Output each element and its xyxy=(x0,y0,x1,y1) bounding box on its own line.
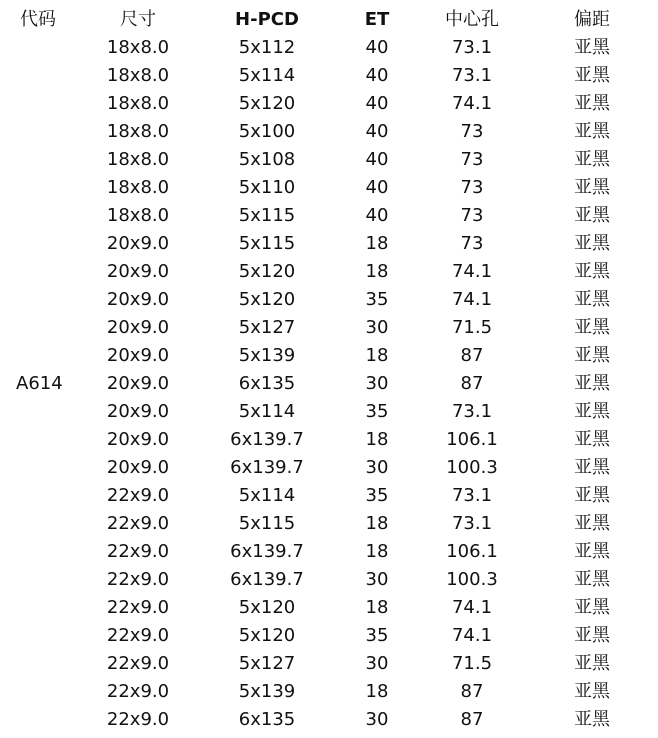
cell-finish: 亚黑 xyxy=(574,149,610,170)
header-code: 代码 xyxy=(20,9,56,30)
cell-size: 22x9.0 xyxy=(106,597,170,618)
cell-hub: 73 xyxy=(460,149,484,170)
cell-size: 18x8.0 xyxy=(106,205,170,226)
cell-hub: 71.5 xyxy=(451,653,493,674)
cell-et: 18 xyxy=(365,597,389,618)
table-row xyxy=(0,286,658,314)
cell-size: 18x8.0 xyxy=(106,93,170,114)
cell-size: 22x9.0 xyxy=(106,681,170,702)
cell-pcd: 5x110 xyxy=(238,177,296,198)
cell-et: 35 xyxy=(365,485,389,506)
cell-hub: 73.1 xyxy=(451,37,493,58)
table-row xyxy=(0,34,658,62)
cell-finish: 亚黑 xyxy=(574,457,610,478)
cell-size: 18x8.0 xyxy=(106,149,170,170)
cell-hub: 87 xyxy=(460,709,484,730)
cell-code xyxy=(0,62,78,90)
cell-et: 30 xyxy=(365,653,389,674)
cell-code xyxy=(0,622,78,650)
cell-hub: 74.1 xyxy=(451,93,493,114)
cell-hub: 73 xyxy=(460,177,484,198)
cell-size: 20x9.0 xyxy=(106,261,170,282)
cell-et: 40 xyxy=(365,205,389,226)
cell-code xyxy=(0,34,78,62)
header-row xyxy=(0,6,658,34)
cell-hub: 73 xyxy=(460,233,484,254)
cell-finish: 亚黑 xyxy=(574,317,610,338)
cell-finish: 亚黑 xyxy=(574,205,610,226)
cell-size: 18x8.0 xyxy=(106,177,170,198)
cell-et: 30 xyxy=(365,569,389,590)
cell-pcd: 6x139.7 xyxy=(230,457,304,478)
header-size: 尺寸 xyxy=(120,9,156,30)
cell-et: 40 xyxy=(365,93,389,114)
cell-pcd: 6x139.7 xyxy=(230,541,304,562)
cell-code xyxy=(0,706,78,734)
table-row xyxy=(0,594,658,622)
cell-size: 20x9.0 xyxy=(106,429,170,450)
table-header xyxy=(0,6,658,34)
cell-code xyxy=(0,678,78,706)
cell-et: 30 xyxy=(365,373,389,394)
cell-hub: 73.1 xyxy=(451,65,493,86)
table-row xyxy=(0,398,658,426)
cell-finish: 亚黑 xyxy=(574,541,610,562)
cell-hub: 74.1 xyxy=(451,625,493,646)
cell-size: 18x8.0 xyxy=(106,121,170,142)
cell-size: 18x8.0 xyxy=(106,37,170,58)
cell-hub: 87 xyxy=(460,373,484,394)
header-pcd: H-PCD xyxy=(235,9,299,30)
table-row xyxy=(0,202,658,230)
cell-size: 20x9.0 xyxy=(106,289,170,310)
cell-hub: 73 xyxy=(460,121,484,142)
cell-hub: 100.3 xyxy=(446,569,498,590)
cell-et: 40 xyxy=(365,37,389,58)
cell-size: 22x9.0 xyxy=(106,625,170,646)
cell-finish: 亚黑 xyxy=(574,345,610,366)
cell-code xyxy=(0,454,78,482)
cell-hub: 73 xyxy=(460,205,484,226)
cell-finish: 亚黑 xyxy=(574,373,610,394)
cell-size: 22x9.0 xyxy=(106,709,170,730)
table-row xyxy=(0,174,658,202)
cell-code xyxy=(0,174,78,202)
cell-finish: 亚黑 xyxy=(574,485,610,506)
cell-size: 22x9.0 xyxy=(106,541,170,562)
table-row xyxy=(0,314,658,342)
cell-finish: 亚黑 xyxy=(574,233,610,254)
cell-finish: 亚黑 xyxy=(574,261,610,282)
table-row xyxy=(0,426,658,454)
cell-size: 22x9.0 xyxy=(106,513,170,534)
cell-hub: 100.3 xyxy=(446,457,498,478)
cell-et: 35 xyxy=(365,289,389,310)
cell-finish: 亚黑 xyxy=(574,625,610,646)
cell-finish: 亚黑 xyxy=(574,653,610,674)
cell-hub: 74.1 xyxy=(451,289,493,310)
cell-pcd: 6x139.7 xyxy=(230,569,304,590)
cell-et: 35 xyxy=(365,401,389,422)
cell-size: 22x9.0 xyxy=(106,569,170,590)
table-row xyxy=(0,538,658,566)
cell-size: 20x9.0 xyxy=(106,457,170,478)
cell-pcd: 6x135 xyxy=(238,373,296,394)
cell-finish: 亚黑 xyxy=(574,681,610,702)
cell-pcd: 5x115 xyxy=(238,513,296,534)
header-et: ET xyxy=(364,9,390,30)
cell-code xyxy=(0,426,78,454)
cell-et: 40 xyxy=(365,65,389,86)
cell-code xyxy=(0,146,78,174)
table-row xyxy=(0,118,658,146)
cell-size: 20x9.0 xyxy=(106,373,170,394)
table-body xyxy=(0,34,658,734)
cell-pcd: 6x135 xyxy=(238,709,296,730)
cell-et: 40 xyxy=(365,177,389,198)
cell-pcd: 5x115 xyxy=(238,205,296,226)
cell-pcd: 5x114 xyxy=(238,65,296,86)
cell-hub: 73.1 xyxy=(451,513,493,534)
cell-hub: 73.1 xyxy=(451,485,493,506)
cell-code xyxy=(0,482,78,510)
cell-et: 40 xyxy=(365,149,389,170)
table-row xyxy=(0,146,658,174)
cell-pcd: 5x127 xyxy=(238,317,296,338)
cell-et: 18 xyxy=(365,233,389,254)
table-row xyxy=(0,706,658,734)
cell-code xyxy=(0,342,78,370)
table-row xyxy=(0,678,658,706)
cell-pcd: 5x139 xyxy=(238,681,296,702)
cell-pcd: 5x120 xyxy=(238,93,296,114)
cell-hub: 87 xyxy=(460,681,484,702)
cell-size: 20x9.0 xyxy=(106,345,170,366)
cell-pcd: 5x127 xyxy=(238,653,296,674)
cell-code xyxy=(0,286,78,314)
cell-finish: 亚黑 xyxy=(574,65,610,86)
table-row xyxy=(0,454,658,482)
cell-et: 30 xyxy=(365,317,389,338)
cell-pcd: 5x115 xyxy=(238,233,296,254)
cell-code xyxy=(0,314,78,342)
table-row xyxy=(0,622,658,650)
cell-et: 18 xyxy=(365,261,389,282)
header-hub: 中心孔 xyxy=(445,9,499,30)
cell-code: A614 xyxy=(16,373,63,394)
cell-pcd: 5x114 xyxy=(238,485,296,506)
cell-hub: 71.5 xyxy=(451,317,493,338)
cell-et: 18 xyxy=(365,681,389,702)
cell-code xyxy=(0,538,78,566)
cell-finish: 亚黑 xyxy=(574,37,610,58)
cell-finish: 亚黑 xyxy=(574,93,610,114)
cell-finish: 亚黑 xyxy=(574,513,610,534)
table-row xyxy=(0,90,658,118)
cell-pcd: 5x120 xyxy=(238,597,296,618)
cell-code xyxy=(0,118,78,146)
cell-hub: 74.1 xyxy=(451,261,493,282)
table-row xyxy=(0,342,658,370)
cell-et: 40 xyxy=(365,121,389,142)
cell-code xyxy=(0,510,78,538)
cell-pcd: 6x139.7 xyxy=(230,429,304,450)
cell-et: 18 xyxy=(365,429,389,450)
table-row xyxy=(0,258,658,286)
cell-pcd: 5x120 xyxy=(238,625,296,646)
cell-hub: 87 xyxy=(460,345,484,366)
table-row xyxy=(0,566,658,594)
cell-code xyxy=(0,398,78,426)
header-offset: 偏距 xyxy=(574,9,610,30)
cell-finish: 亚黑 xyxy=(574,401,610,422)
cell-et: 18 xyxy=(365,513,389,534)
cell-finish: 亚黑 xyxy=(574,597,610,618)
cell-et: 30 xyxy=(365,457,389,478)
cell-et: 18 xyxy=(365,541,389,562)
cell-code xyxy=(0,258,78,286)
cell-hub: 106.1 xyxy=(446,429,498,450)
cell-code xyxy=(0,202,78,230)
cell-et: 18 xyxy=(365,345,389,366)
cell-et: 30 xyxy=(365,709,389,730)
cell-code xyxy=(0,230,78,258)
cell-size: 18x8.0 xyxy=(106,65,170,86)
cell-code xyxy=(0,566,78,594)
cell-size: 22x9.0 xyxy=(106,653,170,674)
cell-finish: 亚黑 xyxy=(574,709,610,730)
cell-pcd: 5x112 xyxy=(238,37,296,58)
wheel-spec-table xyxy=(0,6,658,734)
cell-finish: 亚黑 xyxy=(574,569,610,590)
cell-code xyxy=(0,90,78,118)
cell-size: 20x9.0 xyxy=(106,401,170,422)
cell-pcd: 5x114 xyxy=(238,401,296,422)
cell-finish: 亚黑 xyxy=(574,429,610,450)
table-row xyxy=(0,482,658,510)
cell-et: 35 xyxy=(365,625,389,646)
cell-pcd: 5x120 xyxy=(238,289,296,310)
table-row xyxy=(0,62,658,90)
cell-code xyxy=(0,650,78,678)
cell-size: 20x9.0 xyxy=(106,317,170,338)
table-row xyxy=(0,230,658,258)
cell-finish: 亚黑 xyxy=(574,121,610,142)
cell-finish: 亚黑 xyxy=(574,289,610,310)
cell-hub: 106.1 xyxy=(446,541,498,562)
cell-pcd: 5x120 xyxy=(238,261,296,282)
cell-pcd: 5x108 xyxy=(238,149,296,170)
cell-code xyxy=(0,594,78,622)
cell-size: 20x9.0 xyxy=(106,233,170,254)
cell-finish: 亚黑 xyxy=(574,177,610,198)
cell-hub: 74.1 xyxy=(451,597,493,618)
cell-size: 22x9.0 xyxy=(106,485,170,506)
table-row xyxy=(0,510,658,538)
table-row xyxy=(0,650,658,678)
table-row xyxy=(0,370,658,398)
cell-pcd: 5x100 xyxy=(238,121,296,142)
cell-hub: 73.1 xyxy=(451,401,493,422)
cell-pcd: 5x139 xyxy=(238,345,296,366)
